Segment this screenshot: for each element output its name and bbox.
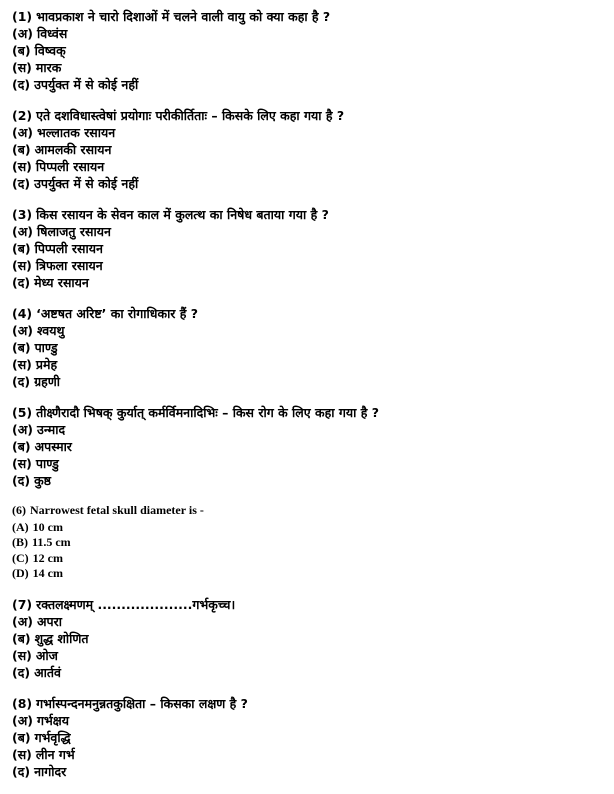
question-text <box>12 206 602 223</box>
option-a <box>12 421 602 438</box>
option-text: अपरा <box>36 613 62 629</box>
option-a <box>12 613 602 630</box>
option-text: ओज <box>35 647 58 663</box>
option-label: (द) <box>12 664 31 680</box>
question-stem: भावप्रकाश ने चारो दिशाओं में चलने वाली वायु को क्या कहा है ? <box>36 9 331 24</box>
option-label: (द) <box>12 763 31 779</box>
option-text: विष्वक् <box>34 43 66 58</box>
option-text: पिप्पली रसायन <box>34 241 103 256</box>
option-label: (द) <box>12 473 31 488</box>
option-text: पिप्पली रसायन <box>35 159 105 174</box>
question-5 <box>12 404 602 489</box>
option-label: (ब) <box>12 630 31 646</box>
option-a <box>12 124 602 141</box>
option-text: मेध्य रसायन <box>34 275 89 290</box>
option-a <box>12 322 602 339</box>
option-b <box>12 42 602 59</box>
option-text: 12 cm <box>32 550 63 565</box>
option-text: लीन गर्भ <box>35 746 75 762</box>
option-label: (ब) <box>12 241 31 256</box>
option-a <box>12 25 602 42</box>
option-text: गर्भक्षय <box>36 712 70 728</box>
option-c <box>12 158 602 175</box>
option-text: गर्भवृद्धि <box>34 729 71 745</box>
question-number: (2) <box>12 108 33 123</box>
option-a <box>12 712 602 729</box>
question-stem: Narrowest fetal skull diameter is - <box>30 503 204 517</box>
option-label: (अ) <box>12 125 33 140</box>
question-2 <box>12 107 602 192</box>
option-text: आर्तवं <box>34 664 61 680</box>
question-paper <box>12 8 602 794</box>
question-number: (7) <box>12 596 33 612</box>
option-text: पाण्डु <box>34 340 58 355</box>
option-text: प्रमेह <box>35 357 58 372</box>
option-text: उपर्युक्त में से कोई नहीं <box>34 77 139 92</box>
question-number: (3) <box>12 207 33 222</box>
question-text <box>12 503 602 519</box>
option-d <box>12 763 602 780</box>
option-label: (C) <box>12 550 29 565</box>
option-label: (D) <box>12 566 29 580</box>
question-number: (1) <box>12 9 33 24</box>
option-label: (ब) <box>12 340 31 355</box>
option-label: (अ) <box>12 613 33 629</box>
option-text: 14 cm <box>32 566 63 580</box>
option-label: (अ) <box>12 26 33 41</box>
option-c <box>12 551 602 567</box>
option-a <box>12 223 602 240</box>
question-stem: रक्तलक्ष्मणम् ....................गर्भकृच्च। <box>36 596 236 612</box>
option-text: मारक <box>35 60 62 75</box>
option-label: (द) <box>12 176 31 191</box>
option-b <box>12 240 602 257</box>
option-label: (स) <box>12 258 32 273</box>
option-text: कुष्ठ <box>34 473 52 488</box>
question-4 <box>12 305 602 390</box>
option-text: उन्माद <box>36 422 66 437</box>
option-label: (स) <box>12 357 32 372</box>
option-label: (अ) <box>12 422 33 437</box>
question-stem: किस रसायन के सेवन काल में कुलत्थ का निषेध बताया गया है ? <box>36 207 329 222</box>
option-label: (द) <box>12 374 31 389</box>
option-text: 10 cm <box>32 519 63 534</box>
option-text: नागोदर <box>34 763 67 779</box>
question-stem: ‘अष्टषत अरिष्ट’ का रोगाधिकार हैं ? <box>36 306 199 321</box>
question-stem: गर्भास्पन्दनमनुन्नतकुक्षिता – किसका लक्षण है ? <box>36 695 248 711</box>
option-text: षिलाजतु रसायन <box>36 224 111 239</box>
question-text <box>12 695 602 712</box>
option-text: शुद्ध शोणित <box>34 630 89 646</box>
question-text <box>12 107 602 124</box>
option-b <box>12 729 602 746</box>
option-label: (स) <box>12 746 32 762</box>
question-text <box>12 404 602 421</box>
option-text: उपर्युक्त में से कोई नहीं <box>34 176 139 191</box>
option-label: (स) <box>12 456 32 471</box>
option-label: (द) <box>12 77 31 92</box>
question-8 <box>12 695 602 780</box>
option-label: (ब) <box>12 439 31 454</box>
question-number: (4) <box>12 306 33 321</box>
option-d <box>12 175 602 192</box>
question-3 <box>12 206 602 291</box>
option-text: ग्रहणी <box>34 374 61 389</box>
option-d <box>12 373 602 390</box>
option-text: त्रिफला रसायन <box>35 258 103 273</box>
option-label: (A) <box>12 519 29 534</box>
option-text: पाण्डु <box>35 456 59 471</box>
option-text: अपस्मार <box>34 439 72 454</box>
question-number: (6) <box>12 503 26 517</box>
option-d <box>12 472 602 489</box>
option-label: (द) <box>12 275 31 290</box>
option-b <box>12 535 602 551</box>
option-text: विध्वंस <box>36 26 68 41</box>
option-d <box>12 76 602 93</box>
option-text: भल्लातक रसायन <box>36 125 116 140</box>
question-text <box>12 596 602 613</box>
option-c <box>12 746 602 763</box>
option-label: (अ) <box>12 323 33 338</box>
option-d <box>12 274 602 291</box>
question-stem: तीक्ष्णैरादौ भिषक् कुर्यात् कर्मर्विमनादिभिः – किस रोग के लिए कहा गया है ? <box>36 405 379 420</box>
option-b <box>12 141 602 158</box>
option-label: (स) <box>12 60 32 75</box>
option-c <box>12 647 602 664</box>
option-label: (B) <box>12 535 28 549</box>
option-label: (ब) <box>12 43 31 58</box>
question-6 <box>12 503 602 582</box>
option-label: (ब) <box>12 142 31 157</box>
question-text <box>12 8 602 25</box>
option-text: आमलकी रसायन <box>34 142 112 157</box>
option-text: श्वयथु <box>36 323 65 338</box>
option-d <box>12 664 602 681</box>
option-b <box>12 438 602 455</box>
option-label: (ब) <box>12 729 31 745</box>
question-number: (8) <box>12 695 33 711</box>
option-c <box>12 257 602 274</box>
option-b <box>12 339 602 356</box>
option-label: (अ) <box>12 224 33 239</box>
option-d <box>12 566 602 582</box>
option-c <box>12 455 602 472</box>
option-text: 11.5 cm <box>32 535 71 549</box>
question-7 <box>12 596 602 681</box>
option-c <box>12 356 602 373</box>
option-a <box>12 520 602 536</box>
option-b <box>12 630 602 647</box>
option-label: (अ) <box>12 712 33 728</box>
option-label: (स) <box>12 647 32 663</box>
option-label: (स) <box>12 159 32 174</box>
question-text <box>12 305 602 322</box>
question-stem: एते दशविधास्त्वेषां प्रयोगाः परीकीर्तिताः – किसके लिए कहा गया है ? <box>36 108 345 123</box>
option-c <box>12 59 602 76</box>
question-number: (5) <box>12 405 33 420</box>
question-1 <box>12 8 602 93</box>
